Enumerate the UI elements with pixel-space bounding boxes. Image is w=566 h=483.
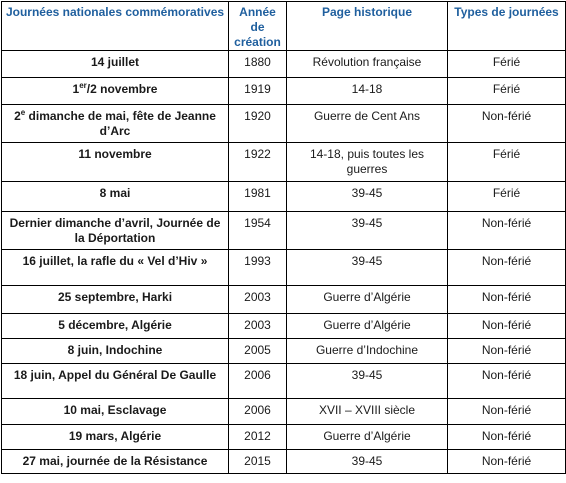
cell-type: Non-férié xyxy=(448,286,566,314)
cell-page: 39-45 xyxy=(287,182,448,212)
header-page: Page historique xyxy=(287,2,448,51)
cell-type: Non-férié xyxy=(448,314,566,339)
cell-annee: 1954 xyxy=(229,212,287,250)
cell-type: Férié xyxy=(448,78,566,105)
cell-annee: 2015 xyxy=(229,450,287,474)
cell-annee: 1993 xyxy=(229,250,287,286)
cell-journee: 25 septembre, Harki xyxy=(2,286,229,314)
cell-journee: 16 juillet, la rafle du « Vel d’Hiv » xyxy=(2,250,229,286)
table-row xyxy=(2,339,566,364)
cell-journee-part: 1 xyxy=(72,82,80,96)
cell-page: Guerre d’Indochine xyxy=(287,339,448,364)
cell-type: Non-férié xyxy=(448,105,566,143)
header-annee: Année de création xyxy=(229,2,287,51)
cell-annee: 2012 xyxy=(229,425,287,450)
cell-journee xyxy=(2,78,229,105)
table-row xyxy=(2,51,566,78)
cell-type: Férié xyxy=(448,182,566,212)
cell-page: 39-45 xyxy=(287,364,448,399)
cell-type: Non-férié xyxy=(448,250,566,286)
cell-annee: 2006 xyxy=(229,399,287,425)
table-row xyxy=(2,425,566,450)
cell-annee: 1920 xyxy=(229,105,287,143)
cell-page: Guerre de Cent Ans xyxy=(287,105,448,143)
cell-page: Guerre d’Algérie xyxy=(287,314,448,339)
cell-journee-part: /2 novembre xyxy=(86,82,158,96)
cell-journee: 27 mai, journée de la Résistance xyxy=(2,450,229,474)
cell-annee: 1919 xyxy=(229,78,287,105)
cell-journee: 8 mai xyxy=(2,182,229,212)
cell-page: Guerre d’Algérie xyxy=(287,286,448,314)
cell-page: Guerre d’Algérie xyxy=(287,425,448,450)
cell-journee: Dernier dimanche d’avril, Journée de la Déportation xyxy=(2,212,229,250)
cell-journee: 11 novembre xyxy=(2,143,229,182)
cell-type: Non-férié xyxy=(448,450,566,474)
cell-page: 14-18 xyxy=(287,78,448,105)
cell-type: Non-férié xyxy=(448,425,566,450)
cell-page: 39-45 xyxy=(287,450,448,474)
cell-annee: 1922 xyxy=(229,143,287,182)
commemorations-table xyxy=(1,1,566,474)
table-row xyxy=(2,450,566,474)
header-journee: Journées nationales commémoratives xyxy=(2,2,229,51)
cell-journee: 5 décembre, Algérie xyxy=(2,314,229,339)
table-row xyxy=(2,105,566,143)
cell-type: Non-férié xyxy=(448,399,566,425)
cell-journee: 10 mai, Esclavage xyxy=(2,399,229,425)
cell-page: 39-45 xyxy=(287,250,448,286)
table-row xyxy=(2,399,566,425)
header-row xyxy=(2,2,566,51)
table-row xyxy=(2,314,566,339)
cell-page: XVII – XVIII siècle xyxy=(287,399,448,425)
table-row xyxy=(2,364,566,399)
cell-journee xyxy=(2,105,229,143)
cell-type: Non-férié xyxy=(448,364,566,399)
cell-page: 39-45 xyxy=(287,212,448,250)
cell-type: Férié xyxy=(448,143,566,182)
table-row xyxy=(2,286,566,314)
cell-journee-part: dimanche de mai, fête de Jeanne d’Arc xyxy=(25,109,216,138)
cell-journee: 14 juillet xyxy=(2,51,229,78)
cell-type: Férié xyxy=(448,51,566,78)
table-row xyxy=(2,143,566,182)
table-row xyxy=(2,182,566,212)
cell-annee: 1981 xyxy=(229,182,287,212)
table-row xyxy=(2,78,566,105)
cell-type: Non-férié xyxy=(448,339,566,364)
cell-annee: 1880 xyxy=(229,51,287,78)
cell-journee-part: 2 xyxy=(14,109,21,123)
header-type: Types de journées xyxy=(448,2,566,51)
cell-journee: 8 juin, Indochine xyxy=(2,339,229,364)
table-row xyxy=(2,212,566,250)
cell-journee: 18 juin, Appel du Général De Gaulle xyxy=(2,364,229,399)
cell-annee: 2005 xyxy=(229,339,287,364)
cell-page: 14-18, puis toutes les guerres xyxy=(287,143,448,182)
cell-journee-sup: er xyxy=(79,81,87,90)
cell-journee: 19 mars, Algérie xyxy=(2,425,229,450)
cell-annee: 2003 xyxy=(229,286,287,314)
cell-journee-sup: e xyxy=(20,108,26,117)
cell-type: Non-férié xyxy=(448,212,566,250)
table-row xyxy=(2,250,566,286)
cell-page: Révolution française xyxy=(287,51,448,78)
cell-annee: 2006 xyxy=(229,364,287,399)
cell-annee: 2003 xyxy=(229,314,287,339)
